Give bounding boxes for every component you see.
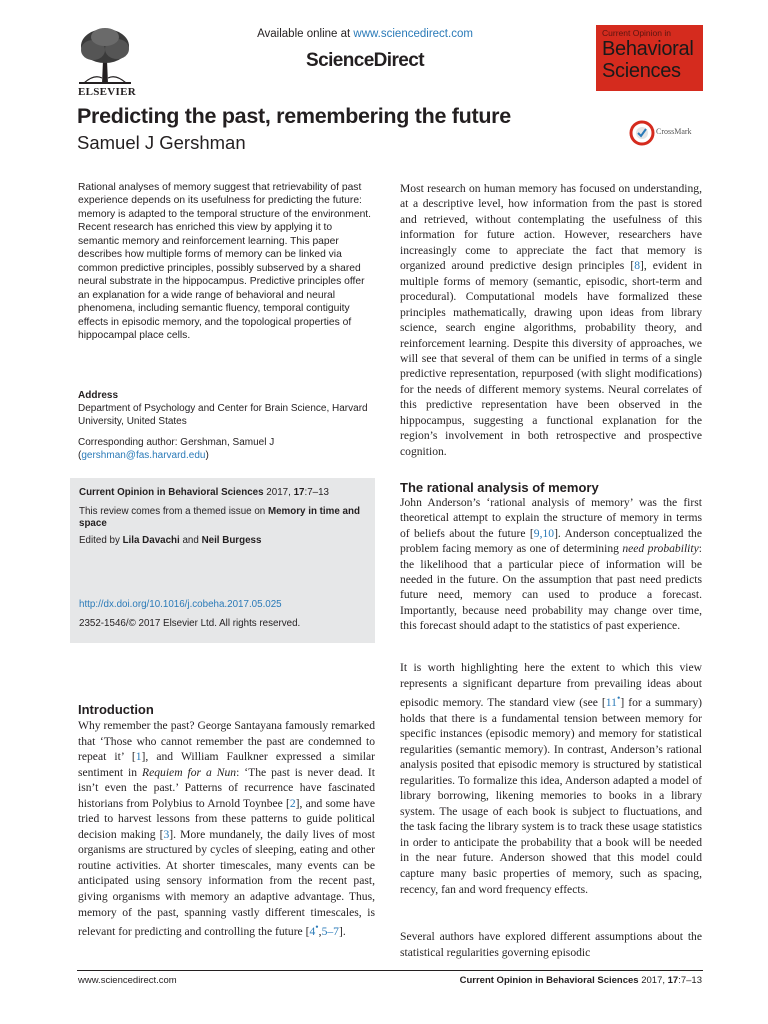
footer-volume: 17 [667, 975, 679, 986]
info-theme-name: Memory in time and space [79, 506, 360, 530]
p1-text-b: ], evident in multiple forms of memory (semantic, episodic, short-term and procedural). Computational models have formalized these principles mathematically, drawing upon ideas from library science, search engine algorithms, probability theory, and reinforcement learning. Despite this diversity of approaches, we will see that several of them can be unified in terms of a single predictive representation, repurposed (with slight modifications) for the needs of different memory systems. Neural correlates of this predictive representation have been observed in the hippocampus, suggesting a functional explanation for the region’s involvement in both retrospective and prospective cognition. [400, 259, 703, 458]
intro-text-3: : ‘The past is never dead. It isn’t even the past.’ Patterns of recurrence have fascinated historians from Polybius to Arnold Toynbee [ [78, 765, 375, 810]
corresponding-author: Corresponding author: Gershman, Samuel J (gershman@fas.harvard.edu) [78, 437, 275, 461]
footer-divider [77, 970, 703, 971]
citation-link[interactable]: 3 [163, 827, 170, 841]
info-journal-name: Current Opinion in Behavioral Sciences [79, 487, 264, 498]
info-theme-line [79, 506, 371, 531]
body-paragraph-2 [400, 495, 702, 634]
doi-link[interactable]: http://dx.doi.org/10.1016/j.cobeha.2017.05.025 [79, 599, 282, 610]
journal-cover-line3: Sciences [602, 60, 681, 82]
info-journal-year: 2017, [266, 487, 291, 498]
intro-italic-title: Requiem for a Nun [142, 765, 237, 779]
publisher-name: ELSEVIER [77, 86, 137, 98]
body-paragraph-3 [400, 660, 702, 897]
p3-text-b: ] for a summary) holds that there is a fundamental tension between memory for specific instances (episodic memory) and memory for statistical regularities (semantic memory). In contrast, Anderson’s rational analysis posited that episodic memory is structured by statistical regularities. To formalize this idea, Anderson adapted a model of library borrowing, likening memories to books in a library system. The usage of each book is subject to fluctuations, and the task facing the library system is to track these usage statistics in order to anticipate the probability that a book will be needed in the near future. Anderson showed that this model could capture many basic properties of memory, such as spacing, recency, fan and word frequency effects. [400, 695, 703, 896]
p1-text-a: Most research on human memory has focused on understanding, at a descriptive level, how information from the past is stored and retrieved, without contemplating the usefulness of this information for future action. However, researchers have increasingly come to appreciate the fact that memory is organized around predictive design principles [ [400, 182, 702, 273]
corresponding-label: Corresponding author: Gershman, Samuel J [78, 437, 275, 448]
sciencedirect-link[interactable]: www.sciencedirect.com [353, 28, 473, 40]
body-paragraph-4: Several authors have explored different assumptions about the statistical regularities governing episodic [400, 930, 702, 959]
citation-link[interactable]: 11 [605, 695, 617, 709]
citation-mark: • [616, 693, 621, 705]
info-theme-prefix: This review comes from a themed issue on [79, 506, 268, 517]
info-edited-prefix: Edited by [79, 535, 123, 546]
citation-separator: , [318, 924, 322, 938]
journal-cover-line2: Behavioral [602, 38, 694, 60]
abstract: Rational analyses of memory suggest that retrievability of past experience depends on its usefulness for predicting the future: memory is adapted to the temporal structure of the environment. Recent research has enriched this view by applying it to semantic memory and reinforcement learning. This paper describes how multiple forms of memory can be linked via common predictive principles, possibly subserved by a shared neural substrate in the hippocampus. Predictive principles offer an explanation for a wide range of behavioral and neural phenomena, including semantic fluency, temporal contiguity effects in episodic memory, and the topological properties of hippocampal place cells. [78, 182, 372, 341]
available-prefix: Available online at [257, 28, 354, 40]
citation-mark: • [315, 922, 319, 934]
intro-text-6: ]. [338, 924, 346, 938]
p2-text-d: : the likelihood that a particular piece of information will be needed in the future. On the assumption that past need predicts future need, memory can used to produce a forecast. Importantly, because need probability may change over time, this forecast should adapt to the statistics of past experience. [400, 542, 702, 633]
citation-link[interactable]: 1 [135, 750, 142, 764]
footer-journal-name: Current Opinion in Behavioral Sciences [459, 975, 639, 986]
body-paragraph-1 [400, 181, 702, 459]
introduction-text [78, 718, 375, 940]
intro-text-5: ]. More mundanely, the daily lives of most organisms are structured by cycles of sleeping, eating and other routine activities. At shorter timescales, many events can be anticipated using sensory information from the recent past, giving organisms with memory an adaptive advantage. Thus, memory of the past, spanning vastly different timescales, is relevant for predicting and controlling the future [ [78, 827, 375, 938]
address-text: Department of Psychology and Center for Brain Science, Harvard University, United States [78, 403, 368, 427]
citation-link[interactable]: 2 [289, 796, 296, 810]
footer-url-link[interactable]: www.sciencedirect.com [78, 975, 177, 986]
citation-link[interactable]: 4 [309, 924, 316, 938]
citation-link[interactable]: 9,10 [533, 526, 555, 540]
crossmark-label: CrossMark [656, 127, 692, 136]
address-heading: Address [78, 390, 119, 401]
p2-text-b: ]. Anderson conceptualized the problem facing memory as one of determining [400, 526, 702, 556]
intro-text-4: ], and some have tried to harvest lessons from these patterns to guide political decision making [ [78, 796, 375, 841]
p2-italic-term: need probability [622, 542, 699, 556]
info-editor-and: and [179, 535, 202, 546]
sciencedirect-brand: ScienceDirect [306, 50, 424, 71]
footer-year: 2017, [641, 975, 665, 986]
footer-pages: :7–13 [678, 975, 702, 986]
section-heading-rational-analysis: The rational analysis of memory [400, 480, 599, 495]
elsevier-tree-logo [76, 26, 134, 86]
info-journal-pages: :7–13 [304, 487, 329, 498]
issn-copyright: 2352-1546/© 2017 Elsevier Ltd. All rights reserved. [79, 618, 301, 629]
article-title: Predicting the past, remembering the future [77, 104, 511, 128]
author-name: Samuel J Gershman [77, 132, 246, 153]
article-info-box [70, 478, 375, 643]
footer-citation [420, 975, 702, 986]
p2-text-a: John Anderson’s ‘rational analysis of memory’ was the first theoretical attempt to explain the structure of memory in terms of beliefs about the future [ [400, 496, 702, 540]
citation-link[interactable]: 8 [634, 259, 640, 273]
available-online-line [200, 28, 530, 40]
info-editors-line [79, 535, 371, 547]
author-email-link[interactable]: gershman@fas.harvard.edu [81, 449, 206, 461]
info-journal-volume: 17 [293, 487, 305, 498]
info-editor2: Neil Burgess [201, 535, 262, 546]
citation-link[interactable]: 5–7 [321, 924, 339, 938]
intro-text-2: ], and William Faulkner expressed a similar sentiment in [78, 750, 375, 779]
introduction-heading: Introduction [78, 702, 154, 717]
info-editor1: Lila Davachi [122, 535, 180, 546]
p3-text-a: It is worth highlighting here the extent to which this view represents a significant departure from prevailing ideas about episodic memory. The standard view (see [ [400, 661, 702, 709]
info-journal-line [79, 487, 371, 499]
journal-cover-line1: Current Opinion in [602, 28, 671, 38]
intro-text-1: Why remember the past? George Santayana famously remarked that ‘Those who cannot remember the past are condemned to repeat it’ [ [78, 719, 375, 764]
journal-cover [596, 25, 703, 91]
